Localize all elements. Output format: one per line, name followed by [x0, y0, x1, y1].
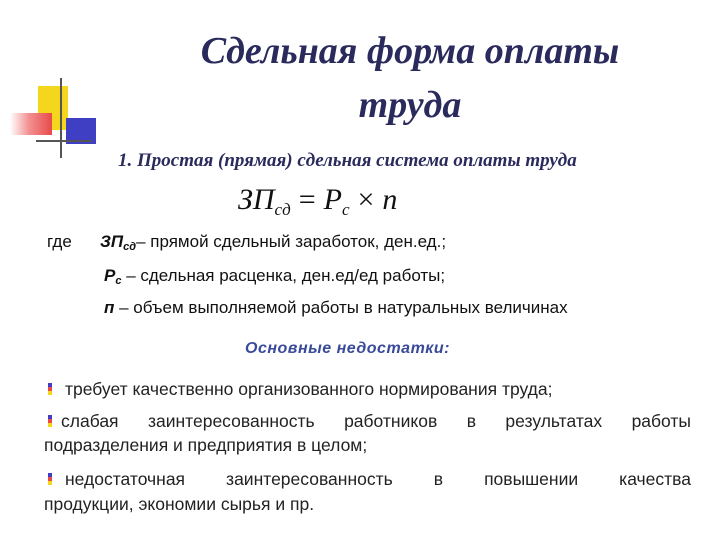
definition-item [104, 298, 568, 318]
subtitle: 1. Простая (прямая) сдельная система оплаты труда [118, 150, 577, 171]
decorative-red-bar [10, 113, 52, 135]
formula-volume: п [382, 183, 398, 216]
disadvantages-heading: Основные недостатки: [245, 340, 450, 357]
definition-symbol: Р [104, 266, 116, 285]
bullet-icon [48, 383, 52, 395]
formula-times: × [357, 183, 375, 216]
definition-text: – сдельная расценка, ден.ед/ед работы; [121, 266, 446, 285]
formula [238, 182, 397, 228]
slide-title-line-1: Сдельная форма оплаты [200, 30, 620, 72]
definition-symbol: п [104, 298, 115, 317]
definition-text: – прямой сдельный заработок, ден.ед.; [136, 232, 447, 251]
formula-lhs: ЗП [238, 183, 275, 216]
bullet-item [61, 409, 691, 433]
bullet-icon [48, 415, 52, 427]
formula-rate: Р [323, 183, 342, 216]
formula-rate-subscript: с [341, 200, 350, 219]
slide-title-line-2: труда [358, 84, 462, 126]
bullet-item [65, 467, 691, 491]
decorative-horizontal-line [36, 140, 92, 142]
bullet-icon [48, 473, 52, 485]
bullet-line: недостаточная заинтересованность в повышении качества [65, 469, 691, 489]
bullet-line-continuation: продукции, экономии сырья и пр. [44, 494, 315, 514]
bullet-item: требует качественно организованного нормирования труда; [65, 379, 553, 399]
definitions-where: где [47, 232, 72, 251]
formula-equals: = [298, 183, 316, 216]
bullet-line-continuation: подразделения и предприятия в целом; [44, 435, 368, 455]
formula-lhs-subscript: сд [274, 200, 291, 219]
bullet-line: слабая заинтересованность работников в результатах работы [61, 411, 691, 431]
definition-item [100, 232, 446, 253]
definition-symbol-subscript: сд [123, 241, 137, 253]
decorative-vertical-line [60, 78, 62, 158]
definition-symbol: ЗП [100, 232, 124, 251]
definition-text: – объем выполняемой работы в натуральных величинах [114, 298, 568, 317]
definition-symbol-subscript: с [115, 275, 122, 287]
definition-item [104, 266, 445, 287]
